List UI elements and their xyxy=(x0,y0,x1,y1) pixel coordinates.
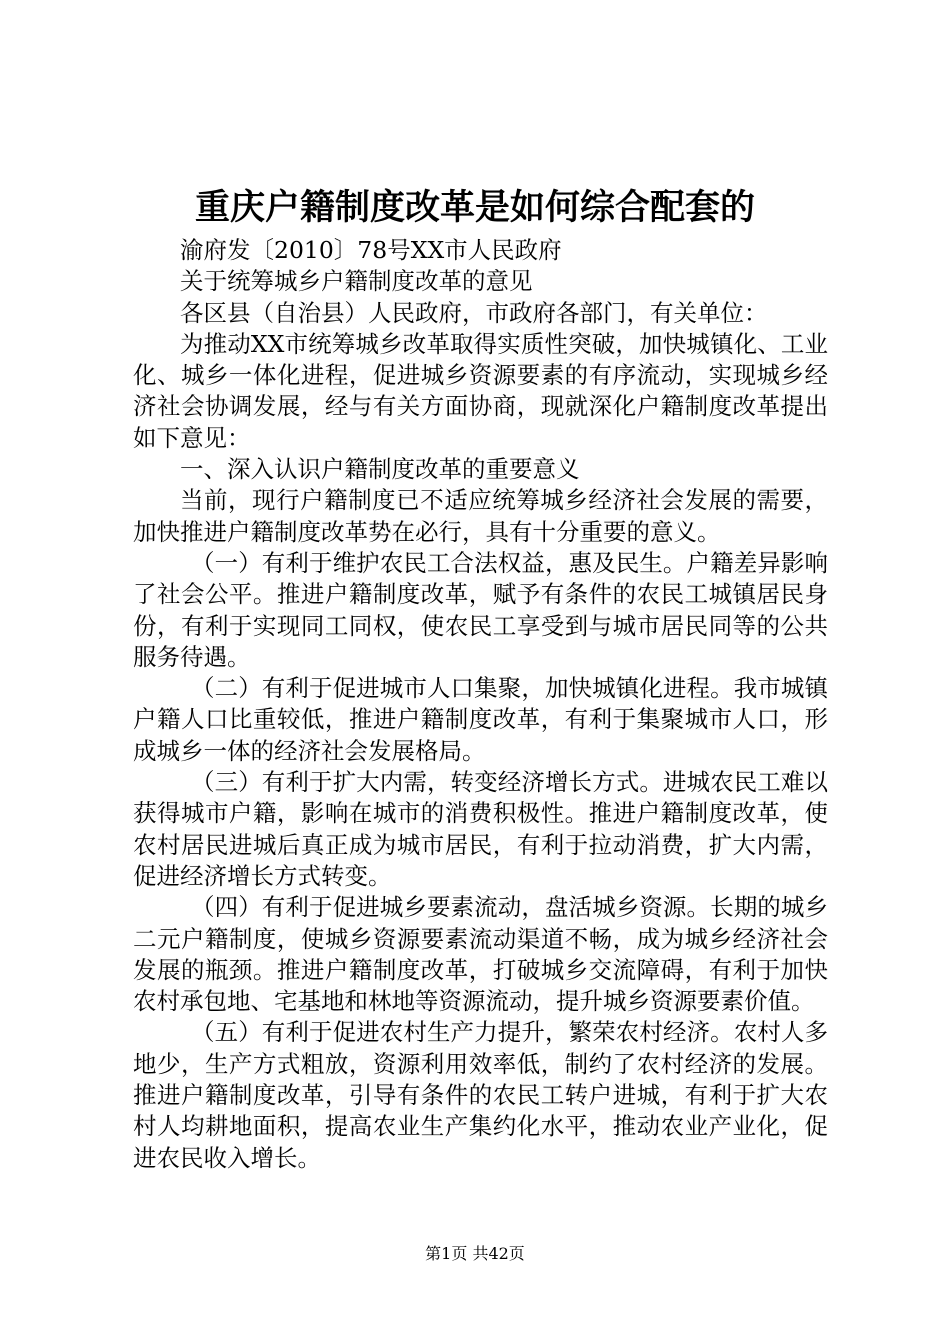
paragraph-point-2: （二）有利于促进城市人口集聚，加快城镇化进程。我市城镇户籍人口比重较低，推进户籍制度改革，有利于集聚城市人口，形成城乡一体的经济社会发展格局。 xyxy=(133,674,828,765)
document-title: 重庆户籍制度改革是如何综合配套的 xyxy=(194,187,755,228)
paragraph-doc-subject: 关于统筹城乡户籍制度改革的意见 xyxy=(180,267,533,296)
paragraph-intro: 为推动XX市统筹城乡改革取得实质性突破，加快城镇化、工业化、城乡一体化进程，促进城乡资源要素的有序流动，实现城乡经济社会协调发展，经与有关方面协商，现就深化户籍制度改革提出如下意见： xyxy=(133,329,828,452)
paragraph-addressees: 各区县（自治县）人民政府，市政府各部门，有关单位： xyxy=(180,298,768,327)
section-heading-1: 一、深入认识户籍制度改革的重要意义 xyxy=(180,455,580,484)
paragraph-point-4: （四）有利于促进城乡要素流动，盘活城乡资源。长期的城乡二元户籍制度，使城乡资源要素流动渠道不畅，成为城乡经济社会发展的瓶颈。推进户籍制度改革，打破城乡交流障碍，有利于加快农村承包地、宅基地和林地等资源流动，提升城乡资源要素价值。 xyxy=(133,893,828,1016)
paragraph-doc-number: 渝府发〔2010〕78号XX市人民政府 xyxy=(180,236,562,264)
document-body xyxy=(133,235,828,1174)
paragraph-point-1: （一）有利于维护农民工合法权益，惠及民生。户籍差异影响了社会公平。推进户籍制度改革，赋予有条件的农民工城镇居民身份，有利于实现同工同权，使农民工享受到与城市居民同等的公共服务待遇。 xyxy=(133,548,828,671)
paragraph-point-3: （三）有利于扩大内需，转变经济增长方式。进城农民工难以获得城市户籍，影响在城市的消费积极性。推进户籍制度改革，使农村居民进城后真正成为城市居民，有利于拉动消费，扩大内需，促进经济增长方式转变。 xyxy=(133,768,828,890)
paragraph-point-5: （五）有利于促进农村生产力提升，繁荣农村经济。农村人多地少，生产方式粗放，资源利用效率低，制约了农村经济的发展。推进户籍制度改革，引导有条件的农民工转户进城，有利于扩大农村人均耕地面积，提高农业生产集约化水平，推动农业产业化，促进农民收入增长。 xyxy=(133,1018,828,1172)
page-footer: 第1页 共42页 xyxy=(425,1244,525,1263)
paragraph-current: 当前，现行户籍制度已不适应统筹城乡经济社会发展的需要，加快推进户籍制度改革势在必行，具有十分重要的意义。 xyxy=(133,486,828,546)
